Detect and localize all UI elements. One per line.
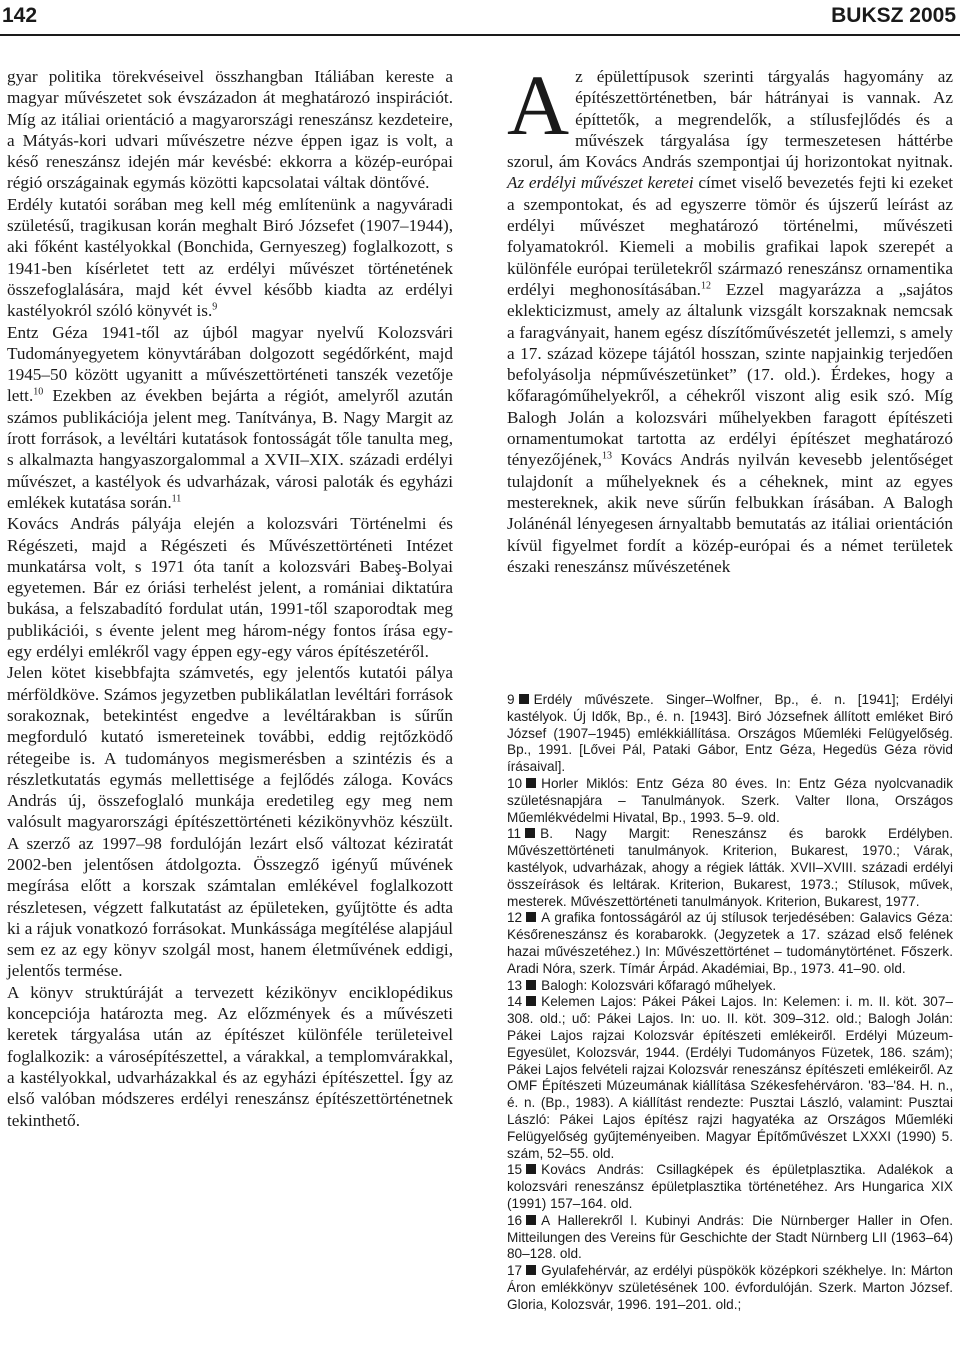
paragraph (7, 322, 453, 514)
paragraph-text: Ezzel magyarázza a „sajátos eklekticizmust, amely az általunk vizsgált korszaknak nemcsak a faragványait, hanem egész díszítőművészetét jellemzi, s amely a 17. század közepe tájától hosszan, szinte napjainkig terjedően befolyásolja népművészetünket” (17. old.). Érdekes, hogy a kőfaragóműhelyekről, a céhekről viszont alig esik szó. Míg Balogh Jolán a kolozsvári műhelyekben faragott építészeti ornamentumokat tartotta az erdélyi építészet meghatározó tényezőjének, (507, 279, 953, 470)
footnote-text: Horler Miklós: Entz Géza 80 éves. In: Entz Géza nyolcvanadik születésnapjára – Tanulmányok. Szerk. Valter Ilona, Országos Műemlékvédelmi Hivatal, Bp., 1993. 5–9. old. (507, 775, 953, 825)
paragraph-text: Ezekben az években bejárta a régiót, amelyről azután számos publikációja jelent meg. Tanítványa, B. Nagy Margit az írott források, a levéltári kutatások fontosságát tőle tanulta meg, s alkalmazta hangyaszorgalommal a XVII–XIX. századi erdélyi művészet, a kastélyok és udvarházak, városi paloták és egyházi emlékek kutatása során. (7, 386, 453, 512)
paragraph-text: Erdély kutatói sorában meg kell még említenünk a nagyváradi születésű, tragikusan korán meghalt Biró Józsefet (1907–1944), aki főként kastélyokkal (Bonchida, Gernyeszeg) foglalkozott, s 1941-ben kísérletet tett az erdélyi művészet történetének összefoglalására, majd két évvel később kiadta az erdélyi kastélyokról szóló könyvét is. (7, 194, 453, 321)
paragraph: Kovács András pályája elején a kolozsvári Történelmi és Régészeti, majd a Régészeti és Művészettörténeti Intézet munkatársa volt, s 1971 óta tanít a kolozsvári Babeş-Bolyai egyetemen. Bár ez óriási terhelést jelent, a romániai diktatúra bukása, a felszabadító fordulat után, 1991-től szaporodtak meg publikációi, s évente jelent meg három-négy fontos írása egy-egy erdélyi emlékről vagy éppen egy-egy város építészetéről. (7, 514, 453, 662)
paragraph (507, 57, 953, 577)
footnotes (507, 692, 953, 1313)
footnote-ref[interactable]: 9 (212, 301, 218, 313)
footnote-text: A grafika fontosságáról az új stílusok terjedésében: Galavics Géza: Későreneszánsz és korabarokk. (Jegyzetek a 17. század első felének hazai művészetéhez.) In: Művészettörténet – tudománytörténet. Főszerk. Aradi Nóra, szerk. Tímár Árpád. Akadémiai, Bp., 1973. 41–90. old. (507, 910, 953, 976)
footnote-number: 9 (507, 692, 515, 707)
page-number: 142 (2, 4, 38, 27)
footnote (507, 1213, 953, 1263)
paragraph-text: címet viselő bevezetés fejti ki ezeket a szempontokat, és ad egyszerre tömör és újszerű leírást az erdélyi művészet meghatározó történelmi, művészeti folyamatokról. Kiemeli a mobilis grafikai lapok szerepét a különféle európai területekről származó reneszánsz ornamentika erdélyi meghonosításában. (507, 173, 953, 299)
footnote (507, 978, 953, 995)
footnote-text: A Hallerekről l. Kubinyi András: Die Nürnberger Haller in Ofen. Mitteilungen des Vereins für Geschichte der Stadt Nürnberg LII (1963–64) 80–128. old. (507, 1212, 953, 1262)
square-bullet-icon (526, 1265, 536, 1275)
footnote (507, 1162, 953, 1212)
paragraph: A könyv struktúráját a tervezett kézikönyv enciklopédikus koncepciója határozta meg. Az előzmények és a művészeti keretek tárgyalása után az építészet különféle területeivel foglalkozik: a városépítészettel, a várakkal, a templomvárakkal, a kastélyokkal, udvarházakkal és az egyházi építészettel. Így az első valóban módszeres erdélyi reneszánsz építészettörténetnek tekinthető. (7, 982, 453, 1130)
paragraph: gyar politika törekvéseivel összhangban Itáliában kereste a magyar művészetet sok évszázadon át meghatározó inspirációt. Míg az itáliai orientáció a magyarországi reneszánsz kezdeteire, a Mátyás-kori udvari művészetre nézve éppen igaz is volt, a késő reneszánsz idején már kevésbé: ekkorra a közép-európai régió országainak egymás közötti kapcsolatai váltak döntővé. (7, 67, 453, 193)
italic-title: Az erdélyi művészet keretei (507, 173, 694, 193)
footnote-number: 14 (507, 994, 523, 1010)
drop-cap: A (507, 57, 570, 153)
footnote (507, 692, 953, 776)
square-bullet-icon (526, 1215, 536, 1225)
footnote-text: Kovács András: Csillagképek és épületplasztika. Adalékok a kolozsvári reneszánsz épületplasztika történetéhez. Ars Hungarica XIX (1991) 157–164. old. (507, 1162, 953, 1211)
footnote-number: 13 (507, 977, 523, 993)
footnote-ref[interactable]: 12 (700, 280, 711, 292)
paragraph-text: Entz Géza 1941-től az újból magyar nyelvű Kolozsvári Tudományegyetem könyvtárában dolgozott segédőrként, majd 1945–50 között ugyanitt a művészettörténeti tanszék vezetője lett. (7, 322, 453, 406)
square-bullet-icon (519, 694, 529, 704)
square-bullet-icon (525, 828, 535, 838)
left-column (7, 66, 453, 1131)
square-bullet-icon (526, 912, 536, 922)
footnote-number: 17 (507, 1263, 523, 1279)
footnote-ref[interactable]: 13 (601, 450, 612, 462)
right-column (507, 57, 953, 577)
square-bullet-icon (526, 778, 536, 788)
page-header (0, 0, 960, 36)
journal-title: BUKSZ 2005 (831, 4, 956, 27)
footnote-ref[interactable]: 10 (33, 386, 44, 398)
footnote-number: 15 (507, 1162, 523, 1178)
footnote-number: 12 (507, 910, 523, 926)
footnote (507, 994, 953, 1162)
square-bullet-icon (526, 980, 536, 990)
square-bullet-icon (526, 1164, 536, 1174)
footnote-text: Erdély művészete. Singer–Wolfner, Bp., é. n. [1941]; Erdélyi kastélyok. Új Idők, Bp., é. n. [1943]. Biró Józsefnek állított emléket Biró József (1907–1945) emlékkiállítása. Országos Műemléki Felügyelőség. Bp., 1991. [Lővei Pál, Pataki Gábor, Entz Géza, Hegedüs Géza rövid írásaival]. (507, 692, 953, 775)
square-bullet-icon (526, 996, 536, 1006)
footnote-number: 16 (507, 1212, 523, 1228)
footnote-ref[interactable]: 11 (171, 493, 182, 505)
paragraph-text: Kovács András nyilván kevesebb jelentőséget tulajdonít a műhelyeknek és a céheknek, mint az egyes mestereknek, akik neve sűrűn felbukkan írásában. A Balogh Jolánénál lényegesen árnyaltabb bemutatás az itáliai orientáción kívül figyelmet fordít a közép-európai és a német területek északi reneszánsz művészetének (507, 450, 953, 576)
footnote-number: 11 (507, 826, 522, 842)
header-rule (0, 34, 960, 36)
footnote-text: Balogh: Kolozsvári kőfaragó műhelyek. (541, 977, 777, 993)
footnote (507, 910, 953, 977)
footnote-number: 10 (507, 775, 523, 791)
footnote (507, 826, 953, 910)
footnote-text: B. Nagy Margit: Reneszánsz és barokk Erdélyben. Művészettörténeti tanulmányok. Kriterion, Bukarest, 1970.; Várak, kastélyok, udvarházak, ahogy a régiek látták. XVII–XVIII. századi erdélyi összeírások és leltárak. Kriterion, Bukarest, 1973.; Stílusok, művek, mesterek. Művészettörténeti tanulmányok. Kriterion, Bukarest, 1977. (507, 826, 953, 909)
paragraph (7, 194, 453, 322)
footnote (507, 1263, 953, 1313)
paragraph-text: z épülettípusok szerinti tárgyalás hagyomány az építészettörténetben, bár hátrányai is vannak. Az építtetők, a megrendelők, a stílusfejlődés és a művészek tárgyalása így termeszetesen háttérbe szorul, ám Kovács András szempontjai új horizontokat nyitnak. (507, 67, 953, 172)
paragraph: Jelen kötet kisebbfajta számvetés, egy jelentős kutatói pálya mérföldköve. Számos jegyzetben publikálatlan levéltári források sorakoznak, betekintést engedve a levéltárakban is sűrűn megforduló kutató ismereteinek további, eddig rejtőzködő rétegeibe is. A tudományos megismerésben a szintézis és a részletkutatás egymás mellettisége a fejlődés záloga. Kovács András új, összefoglaló munkája eredetileg egy meg nem valósult magyarországi építészettörténeti kézikönyvhöz készült. A szerző az 1997–98 fordulóján lezárt első változat kéziratát 2002-ben jelentősen átdolgozta. Összegző igényű művének megírása előtt a korszak számtalan emlékével foglalkozott részletesen, végzett falkutatást az épületeken, gyűjtötte és adta ki a rájuk vonatkozó forrásokat. Munkássága megítélése alapjául sem ez az egy könyv szolgál most, hanem életművének eddigi, jelentős termése. (7, 663, 453, 981)
footnote (507, 776, 953, 826)
footnote-text: Kelemen Lajos: Pákei Pákei Lajos. In: Kelemen: i. m. II. köt. 307–308. old.; uő: Pákei Lajos. In: uo. II. köt. 309–312. old.; Balogh Jolán: Pákei Lajos rajzai Kolozsvár építészeti emlékeiről. Erdélyi Múzeum-Egyesület, Kolozsvár, 1944. (Erdélyi Tudományos Füzetek, 186. szám); Pákei Lajos felvételi rajzai Kolozsvár reneszánsz építészeti emlékeiről. Az OMF Építészeti Múzeumának kiállítása Székesfehérváron. '83–'84. H. n., é. n. (Bp., 1983). A kiállítást rendezte: Pusztai László, valamint: Pusztai László: Pákei Lajos építész rajzi hagyatéka az Országos Műemléki Felügyelőség gyűjteményeiben. Magyar Építőművészet LXXXI (1990) 5. szám, 52–55. old. (507, 994, 953, 1161)
footnote-text: Gyulafehérvár, az erdélyi püspökök középkori székhelye. In: Márton Áron emlékkönyv születésének 100. évfordulóján. Szerk. Marton József. Gloria, Kolozsvár, 1996. 191–201. old.; (507, 1263, 953, 1312)
